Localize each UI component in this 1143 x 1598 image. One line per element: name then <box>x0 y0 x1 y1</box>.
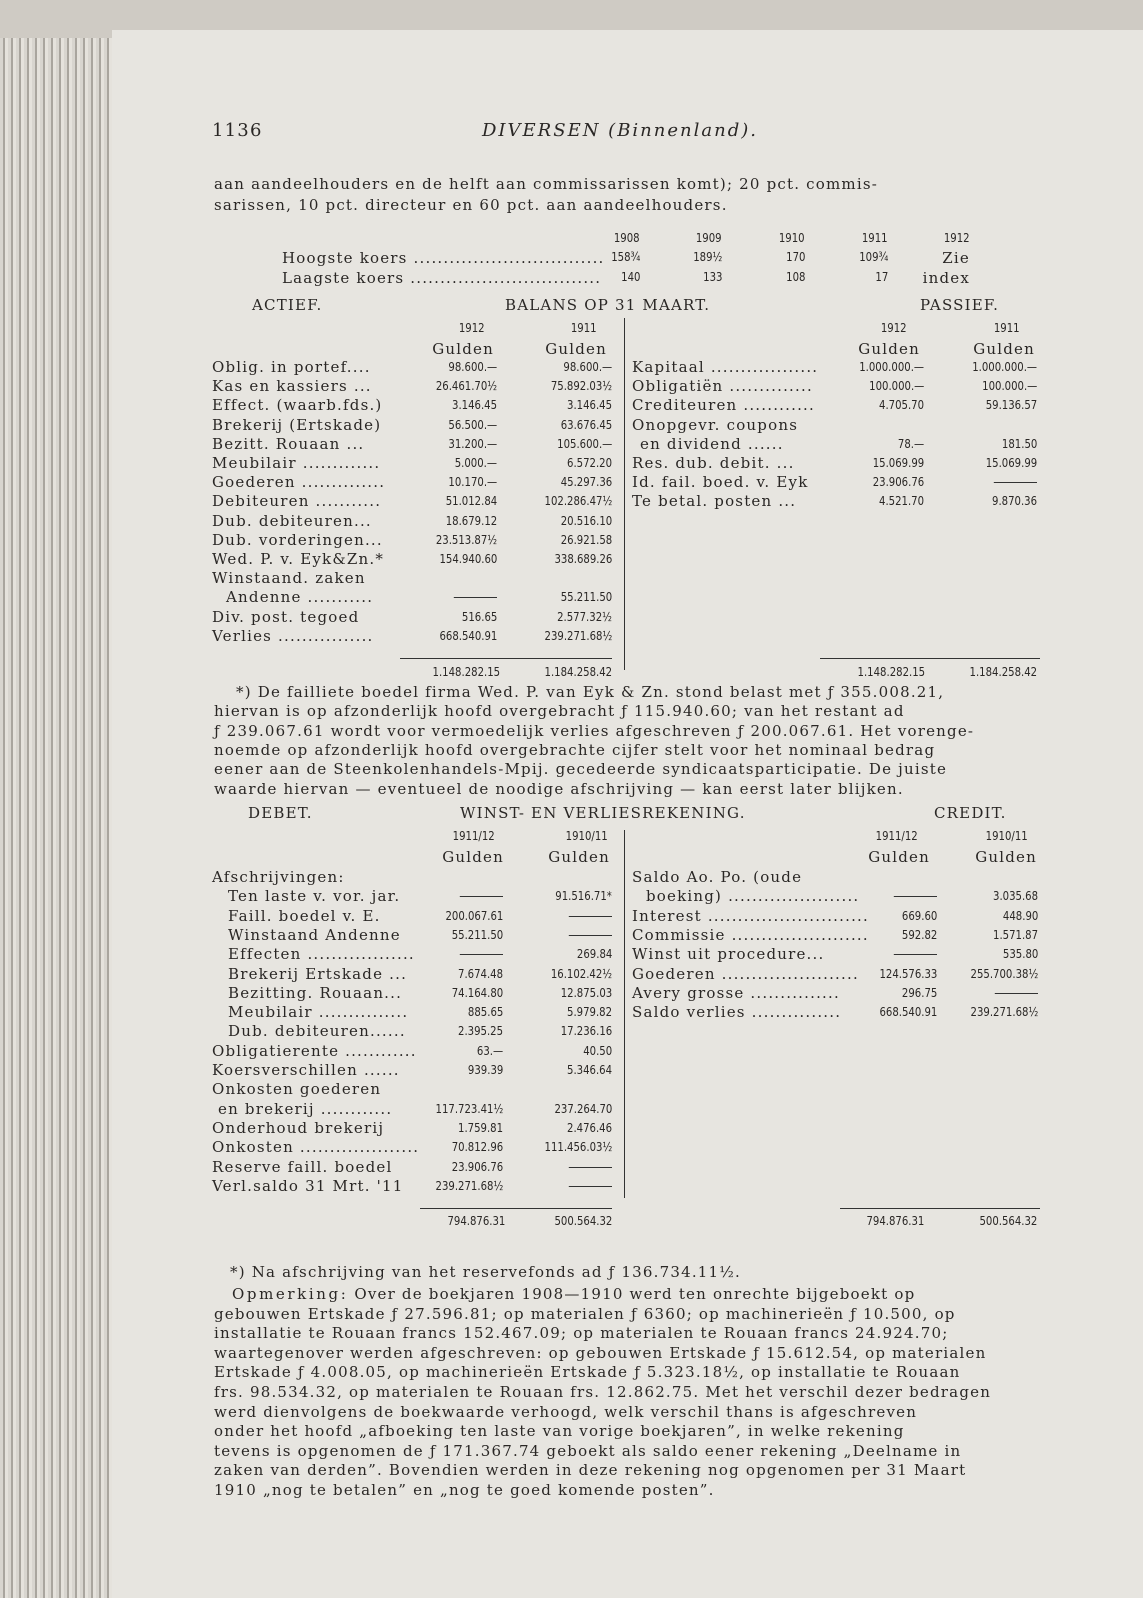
debet-1911-12: 239.271.68½ <box>435 1177 503 1193</box>
rule-line <box>624 318 625 670</box>
remark-line: tevens is opgenomen de ƒ 171.367.74 geboekt als saldo eener rekening „Deelname in <box>214 1441 962 1460</box>
koers-value: Zie <box>942 249 970 267</box>
debet-row-label: Verl.saldo 31 Mrt. '11 <box>212 1176 404 1195</box>
debet-heading: DEBET. <box>248 804 313 822</box>
rule-line <box>420 1208 612 1209</box>
book-page-edges <box>0 0 118 1598</box>
actief-heading: ACTIEF. <box>252 296 323 314</box>
koers-row-label: Laagste koers ................................ <box>282 269 602 287</box>
actief-1912: 26.461.70½ <box>435 378 497 394</box>
credit-1911-12: 669.60 <box>901 907 937 923</box>
debet-1911-12: 70.812.96 <box>451 1139 503 1155</box>
remark-line: 1910 „nog te betalen” en „nog te goed komende posten”. <box>214 1481 715 1499</box>
actief-row-label: Goederen .............. <box>212 473 386 492</box>
remark-line: Ertskade ƒ 4.008.05, op machinerieën Ertskade ƒ 5.323.18½, op installatie te Rouaan <box>214 1363 961 1382</box>
debet-1910-11: 5.346.64 <box>566 1062 612 1077</box>
debet-row-label: Brekerij Ertskade ... <box>228 964 408 983</box>
credit-1910-11: 239.271.68½ <box>970 1004 1038 1020</box>
actief-1912: 18.679.12 <box>445 512 497 528</box>
debet-1911-12 <box>460 946 503 961</box>
unit-header: Gulden <box>975 848 1037 866</box>
footnote-line: noemde op afzonderlijk hoofd overgebrachte cijfer stelt voor het nominaal bedrag <box>214 740 936 759</box>
debet-row-label: Obligatierente ............ <box>212 1041 417 1060</box>
unit-header: Gulden <box>442 848 504 866</box>
debet-1910-11 <box>569 1159 612 1174</box>
remark-line: zaken van derden”. Bovendien werden in deze rekening nog opgenomen per 31 Maart <box>214 1461 967 1480</box>
debet-1911-12: 74.164.80 <box>451 984 503 1000</box>
actief-row-label: Winstaand. zaken <box>212 569 366 588</box>
credit-1910-11: 1.571.87 <box>992 926 1038 942</box>
year-header: 1910/11 <box>565 828 608 843</box>
passief-1912: 78.— <box>897 435 924 451</box>
unit-header: Gulden <box>973 340 1035 358</box>
actief-row-label: Brekerij (Ertskade) <box>212 415 382 434</box>
koers-value: index <box>922 269 970 287</box>
footnote-line: eener aan de Steenkolenhandels-Mpij. gecedeerde syndicaatsparticipatie. De juiste <box>214 760 948 779</box>
remark-line: waartegenover werden afgeschreven: op gebouwen Ertskade ƒ 15.612.54, op materialen <box>214 1343 987 1362</box>
balans-total: 1.184.258.42 <box>544 664 612 679</box>
debet-1911-12: 2.395.25 <box>457 1023 503 1039</box>
footnote-line: *) De failliete boedel firma Wed. P. van Eyk & Zn. stond belast met ƒ 355.008.21, <box>236 683 945 701</box>
actief-1911: 45.297.36 <box>560 474 612 490</box>
actief-row-label: Div. post. tegoed <box>212 607 360 626</box>
actief-1911: 20.516.10 <box>560 512 612 528</box>
winst-total: 794.876.31 <box>866 1213 924 1228</box>
balans-total: 1.148.282.15 <box>857 664 925 679</box>
debet-1910-11: 16.102.42½ <box>550 965 612 981</box>
unit-header: Gulden <box>858 340 920 358</box>
actief-1911: 3.146.45 <box>566 397 612 413</box>
debet-1911-12: 23.906.76 <box>451 1158 503 1174</box>
debet-1910-11: 237.264.70 <box>554 1100 612 1116</box>
credit-row-label: Saldo Ao. Po. (oude <box>632 868 803 886</box>
year-header: 1911 <box>994 320 1020 335</box>
actief-1912: 5.000.— <box>454 455 497 470</box>
winst-heading: WINST- EN VERLIESREKENING. <box>460 804 746 822</box>
credit-1910-11: 535.80 <box>1002 946 1038 962</box>
debet-row-label: Winstaand Andenne <box>228 925 401 944</box>
credit-1911-12: 124.576.33 <box>879 965 937 981</box>
debet-row-label: Onkosten goederen <box>212 1080 382 1099</box>
actief-row-label: Oblig. in portef.... <box>212 358 371 376</box>
actief-1912: 3.146.45 <box>451 397 497 413</box>
passief-1911: 59.136.57 <box>985 397 1037 413</box>
book-page <box>112 30 1143 1598</box>
unit-header: Gulden <box>545 340 607 358</box>
passief-heading: PASSIEF. <box>920 296 1000 314</box>
remark-line: gebouwen Ertskade ƒ 27.596.81; op materialen ƒ 6360; op machinerieën ƒ 10.500, op <box>214 1304 956 1323</box>
credit-1910-11 <box>995 985 1038 1000</box>
passief-row-label: Id. fail. boed. v. Eyk <box>632 473 809 492</box>
koers-value: 189½ <box>692 249 722 264</box>
year-header: 1912 <box>459 320 485 335</box>
footnote-line: ƒ 239.067.61 wordt voor vermoedelijk verlies afgeschreven ƒ 200.067.61. Het vorenge- <box>214 721 975 740</box>
actief-1911: 98.600.— <box>563 359 612 374</box>
passief-row-label: Kapitaal .................. <box>632 358 819 376</box>
balans-total: 1.184.258.42 <box>969 664 1037 679</box>
debet-1910-11: 111.456.03½ <box>544 1139 612 1155</box>
actief-1912: 98.600.— <box>448 359 497 374</box>
actief-1912: 516.65 <box>461 608 497 624</box>
passief-1912: 1.000.000.— <box>859 359 924 374</box>
passief-1911 <box>994 474 1037 489</box>
actief-row-label: Effect. (waarb.fds.) <box>212 396 383 415</box>
koers-year: 1909 <box>696 230 722 245</box>
debet-1911-12: 63.— <box>476 1042 503 1058</box>
passief-1912: 100.000.— <box>868 378 924 394</box>
year-header: 1910/11 <box>985 828 1028 843</box>
rule-line <box>624 830 625 1198</box>
credit-1911-12 <box>894 888 937 903</box>
debet-row-label: Bezitting. Rouaan... <box>228 983 403 1002</box>
unit-header: Gulden <box>432 340 494 358</box>
passief-1912: 4.521.70 <box>878 493 924 509</box>
actief-1911: 55.211.50 <box>560 589 612 605</box>
remark-line <box>232 1285 915 1303</box>
actief-1912: 668.540.91 <box>439 627 497 643</box>
actief-row-label: Wed. P. v. Eyk&Zn.* <box>212 550 385 568</box>
debet-1910-11: 269.84 <box>576 946 612 962</box>
year-header: 1912 <box>881 320 907 335</box>
credit-1911-12: 668.540.91 <box>879 1004 937 1020</box>
balans-heading: BALANS OP 31 MAART. <box>505 296 711 314</box>
koers-value: 108 <box>785 269 805 284</box>
actief-row-label: Dub. vorderingen... <box>212 530 383 549</box>
passief-1911: 1.000.000.— <box>972 359 1037 374</box>
debet-row-label: Onkosten .................... <box>212 1138 420 1157</box>
actief-row-label: Debiteuren ........... <box>212 492 382 511</box>
credit-row-label: boeking) ...................... <box>646 887 860 906</box>
credit-1911-12: 592.82 <box>901 926 937 942</box>
credit-1911-12: 296.75 <box>901 984 937 1000</box>
koers-value: 158¾ <box>610 249 640 264</box>
passief-row-label: Crediteuren ............ <box>632 396 815 415</box>
debet-1911-12: 939.39 <box>467 1062 503 1077</box>
debet-row-label: Dub. debiteuren...... <box>228 1022 406 1041</box>
koers-value: 109¾ <box>858 249 888 264</box>
remark-line: werd dienvolgens de boekwaarde verhoogd, welk verschil thans is afgeschreven <box>214 1402 918 1421</box>
rule-line <box>840 1208 1040 1209</box>
credit-heading: CREDIT. <box>934 804 1007 822</box>
actief-1911: 338.689.26 <box>554 551 612 566</box>
remark-line: installatie te Rouaan francs 152.467.09; op materialen te Rouaan francs 24.924.70; <box>214 1324 949 1343</box>
debet-1911-12: 885.65 <box>467 1004 503 1020</box>
passief-row-label: en dividend ...... <box>640 434 784 453</box>
debet-row-label: en brekerij ............ <box>218 1099 393 1118</box>
passief-row-label: Onopgevr. coupons <box>632 415 799 434</box>
passief-1912: 4.705.70 <box>878 397 924 413</box>
koers-value: 140 <box>620 269 640 284</box>
actief-1912: 56.500.— <box>448 416 497 432</box>
credit-1910-11: 255.700.38½ <box>970 965 1038 981</box>
actief-row-label: Bezitt. Rouaan ... <box>212 434 365 453</box>
koers-year: 1912 <box>944 230 970 245</box>
koers-year: 1908 <box>614 230 640 245</box>
winst-total: 500.564.32 <box>979 1213 1037 1228</box>
footnote-line: waarde hiervan — eventueel de noodige afschrijving — kan eerst later blijken. <box>214 779 904 798</box>
debet-row-label: Afschrijvingen: <box>212 868 345 886</box>
actief-1911: 75.892.03½ <box>550 378 612 394</box>
passief-1911: 100.000.— <box>981 378 1037 394</box>
credit-row-label: Goederen ....................... <box>632 964 859 983</box>
actief-1912: 154.940.60 <box>439 551 497 566</box>
debet-row-label: Koersverschillen ...... <box>212 1061 400 1079</box>
debet-1911-12: 117.723.41½ <box>435 1100 503 1116</box>
credit-1910-11: 3.035.68 <box>992 888 1038 904</box>
winst-total: 500.564.32 <box>554 1213 612 1228</box>
credit-row-label: Winst uit procedure... <box>632 945 825 964</box>
debet-1911-12: 55.211.50 <box>451 926 503 942</box>
debet-1910-11: 91.516.71* <box>555 888 612 904</box>
koers-value: 133 <box>702 269 722 284</box>
debet-1910-11 <box>569 908 612 923</box>
credit-row-label: Commissie ....................... <box>632 925 869 944</box>
actief-row-label: Andenne ........... <box>226 588 374 607</box>
passief-row-label: Obligatiën .............. <box>632 377 813 396</box>
actief-row-label: Verlies ................ <box>212 626 374 645</box>
passief-1911: 15.069.99 <box>985 455 1037 470</box>
balans-total: 1.148.282.15 <box>432 664 500 679</box>
passief-1912: 15.069.99 <box>872 455 924 470</box>
koers-value: 17 <box>875 269 888 284</box>
debet-row-label: Meubilair ............... <box>228 1003 409 1022</box>
debet-1910-11: 17.236.16 <box>560 1023 612 1039</box>
actief-1911: 26.921.58 <box>560 531 612 547</box>
page-title: DIVERSEN (Binnenland). <box>482 120 758 141</box>
debet-1910-11 <box>569 1178 612 1193</box>
intro-line: sarissen, 10 pct. directeur en 60 pct. aan aandeelhouders. <box>214 196 728 214</box>
credit-row-label: Saldo verlies ............... <box>632 1003 842 1022</box>
footnote-line: hiervan is op afzonderlijk hoofd overgebracht ƒ 115.940.60; van het restant ad <box>214 702 905 721</box>
debet-1911-12: 7.674.48 <box>457 965 503 981</box>
rule-line <box>820 658 1040 659</box>
year-header: 1911 <box>571 320 597 335</box>
unit-header: Gulden <box>868 848 930 866</box>
year-header: 1911/12 <box>875 828 918 843</box>
passief-1911: 9.870.36 <box>991 493 1037 509</box>
actief-1912: 51.012.84 <box>445 493 497 509</box>
actief-row-label: Meubilair ............. <box>212 454 381 472</box>
debet-1910-11 <box>569 927 612 942</box>
koers-year: 1910 <box>779 230 805 245</box>
remark-line: frs. 98.534.32, op materialen te Rouaan frs. 12.862.75. Met het verschil dezer bedragen <box>214 1383 992 1401</box>
credit-row-label: Interest ........................... <box>632 906 869 925</box>
actief-1912: 10.170.— <box>448 474 497 490</box>
credit-row-label: Avery grosse ............... <box>632 983 840 1002</box>
remark-text: Over de boekjaren 1908—1910 werd ten onrechte bijgeboekt op <box>348 1285 916 1303</box>
actief-1912 <box>454 589 497 604</box>
debet-1910-11: 5.979.82 <box>566 1004 612 1020</box>
unit-header: Gulden <box>548 848 610 866</box>
debet-row-label: Onderhoud brekerij <box>212 1118 385 1137</box>
remark-label: Opmerking: <box>232 1285 349 1303</box>
rule-line <box>400 658 612 659</box>
actief-1911: 6.572.20 <box>566 455 612 470</box>
year-header: 1911/12 <box>452 828 495 843</box>
remark-line: onder het hoofd „afboeking ten laste van vorige boekjaren”, in welke rekening <box>214 1422 905 1441</box>
debet-row-label: Reserve faill. boedel <box>212 1157 393 1176</box>
passief-1911: 181.50 <box>1001 435 1037 451</box>
debet-1911-12: 200.067.61 <box>445 907 503 923</box>
koers-year: 1911 <box>862 230 888 245</box>
debet-1911-12: 1.759.81 <box>457 1119 503 1135</box>
credit-1911-12 <box>894 946 937 961</box>
debet-1910-11: 40.50 <box>583 1042 612 1058</box>
winst-total: 794.876.31 <box>447 1213 505 1228</box>
actief-1911: 102.286.47½ <box>544 493 612 509</box>
debet-row-label: Effecten .................. <box>228 945 415 964</box>
debet-1910-11: 12.875.03 <box>560 984 612 1000</box>
intro-line: aan aandeelhouders en de helft aan commissarissen komt); 20 pct. commis- <box>214 175 879 193</box>
debet-row-label: Ten laste v. vor. jar. <box>228 887 401 906</box>
actief-1911: 239.271.68½ <box>544 627 612 643</box>
debet-1910-11: 2.476.46 <box>566 1119 612 1135</box>
koers-value: 170 <box>785 249 805 264</box>
actief-1912: 23.513.87½ <box>435 531 497 547</box>
actief-row-label: Kas en kassiers ... <box>212 377 372 396</box>
debet-row-label: Faill. boedel v. E. <box>228 906 381 925</box>
actief-1912: 31.200.— <box>448 435 497 451</box>
debet-1911-12 <box>460 888 503 903</box>
credit-1910-11: 448.90 <box>1002 907 1038 923</box>
passief-1912: 23.906.76 <box>872 474 924 490</box>
passief-row-label: Res. dub. debit. ... <box>632 454 795 472</box>
koers-row-label: Hoogste koers ................................ <box>282 249 605 267</box>
page-number: 1136 <box>212 120 263 141</box>
actief-row-label: Dub. debiteuren... <box>212 511 372 530</box>
actief-1911: 105.600.— <box>556 435 612 451</box>
actief-1911: 63.676.45 <box>560 416 612 432</box>
passief-row-label: Te betal. posten ... <box>632 492 797 511</box>
winst-footnote: *) Na afschrijving van het reservefonds ad ƒ 136.734.11½. <box>230 1263 741 1281</box>
actief-1911: 2.577.32½ <box>557 608 612 624</box>
